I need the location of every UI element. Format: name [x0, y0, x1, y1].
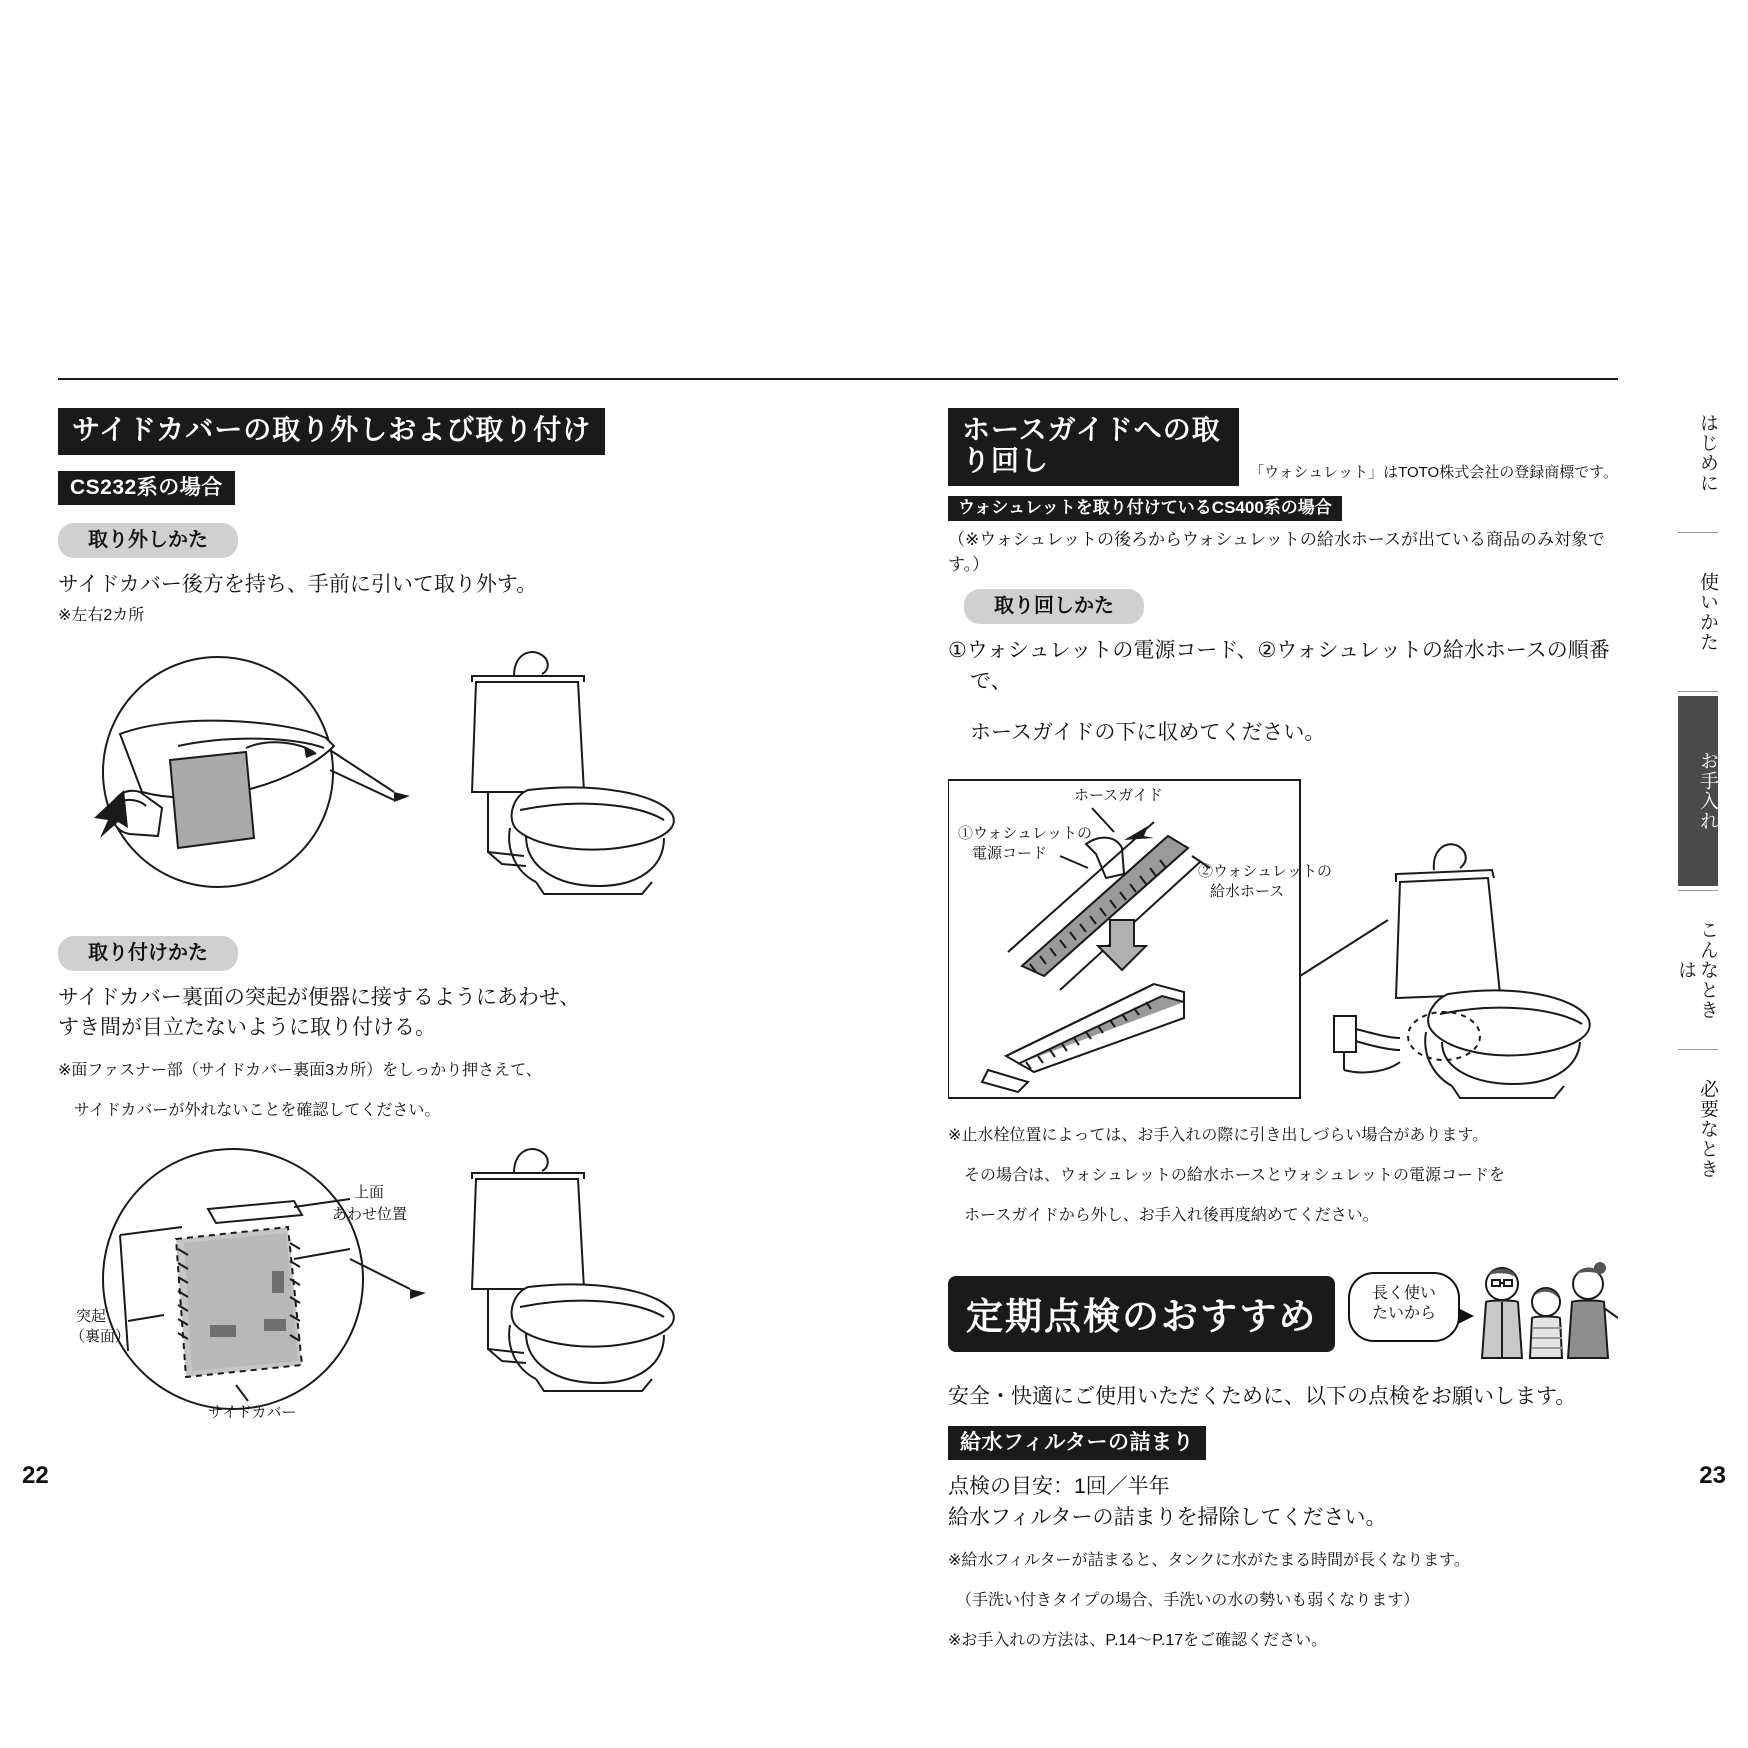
tab-divider	[1678, 532, 1718, 533]
page-number-right: 23	[1699, 1462, 1726, 1489]
filter-note-line2: （手洗い付きタイプの場合、手洗いの水の勢いも弱くなります）	[948, 1592, 1420, 1609]
removal-note: ※左右2カ所	[58, 607, 145, 625]
side-tab-label: 使いかた	[1697, 572, 1718, 652]
header-rule	[58, 378, 1618, 380]
tab-divider	[1678, 1049, 1718, 1050]
filter-body-line1: 点検の目安：1回／半年	[948, 1475, 1170, 1499]
caution-line2: その場合は、ウォシュレットの給水ホースとウォシュレットの電源コードを	[948, 1166, 1505, 1184]
left-section-title: サイドカバーの取り外しおよび取り付け	[58, 408, 605, 455]
label-power-cord-line1: ①ウォシュレットの	[958, 824, 1092, 842]
side-tab-strip[interactable]	[1675, 378, 1722, 1204]
left-model-label: CS232系の場合	[58, 471, 235, 505]
label-water-hose-line2: 給水ホース	[1210, 882, 1285, 900]
right-subtitle-bar: ウォシュレットを取り付けているCS400系の場合	[948, 496, 1342, 522]
figure-hose-guide-routing	[948, 770, 1618, 1110]
routing-pill: 取り回しかた	[964, 589, 1144, 624]
label-side-cover: サイドカバー	[208, 1404, 297, 1420]
trademark-note: 「ウォシュレット」はTOTO株式会社の登録商標です。	[1249, 463, 1618, 481]
install-text-line1: サイドカバー裏面の突起が便器に接するようにあわせ、	[58, 985, 581, 1009]
side-tab-label: はじめに	[1697, 413, 1718, 493]
figure-side-cover-removal	[58, 642, 818, 902]
caution-line1: ※止水栓位置によっては、お手入れの際に引き出しづらい場合があります。	[948, 1126, 1489, 1144]
label-back-side: （裏面）	[70, 1328, 131, 1346]
tab-divider	[1678, 890, 1718, 891]
side-tab-label: 必要なとき	[1697, 1079, 1718, 1179]
filter-note-line1: ※給水フィルターが詰まると、タンクに水がたまる時間が長くなります。	[948, 1552, 1470, 1569]
side-tab-oteire[interactable]	[1678, 696, 1718, 886]
side-tab-label: こんなときは	[1675, 920, 1718, 1020]
periodic-inspection-title: 定期点検のおすすめ	[948, 1276, 1335, 1352]
filter-section-bar: 給水フィルターの詰まり	[948, 1426, 1206, 1460]
page-number-left: 22	[22, 1462, 49, 1489]
label-water-hose-line1: ②ウォシュレットの	[1198, 862, 1332, 880]
removal-text: サイドカバー後方を持ち、手前に引いて取り外す。	[58, 572, 538, 596]
install-pill: 取り付けかた	[58, 936, 238, 971]
routing-instruction-line1: ①ウォシュレットの電源コード、②ウォシュレットの給水ホースの順番で、	[948, 639, 1610, 693]
speech-bubble	[1348, 1272, 1460, 1342]
filter-note-line3: ※お手入れの方法は、P.14〜P.17をご確認ください。	[948, 1632, 1328, 1649]
right-subtitle-note: （※ウォシュレットの後ろからウォシュレットの給水ホースが出ている商品のみ対象です。）	[948, 530, 1606, 575]
side-tab-label: お手入れ	[1697, 751, 1718, 831]
bubble-line1: 長く使い	[1371, 1284, 1436, 1302]
filter-body-line2: 給水フィルターの詰まりを掃除してください。	[948, 1505, 1387, 1529]
label-power-cord-line2: 電源コード	[972, 844, 1048, 862]
install-note-line2: サイドカバーが外れないことを確認してください。	[58, 1102, 441, 1120]
label-hose-guide: ホースガイド	[1074, 786, 1163, 804]
install-note-line1: ※面ファスナー部（サイドカバー裏面3カ所）をしっかり押さえて、	[58, 1062, 542, 1080]
label-top-surface: 上面	[354, 1184, 385, 1202]
label-projection: 突起	[76, 1308, 107, 1326]
figure-side-cover-install	[58, 1139, 818, 1419]
label-align-position: あわせ位置	[332, 1206, 408, 1224]
install-text-line2: すき間が目立たないように取り付ける。	[58, 1015, 436, 1039]
periodic-inspection-block	[948, 1268, 1618, 1364]
family-illustration	[1468, 1258, 1618, 1367]
inspection-lead: 安全・快適にご使用いただくために、以下の点検をお願いします。	[948, 1384, 1577, 1408]
left-page-content	[58, 408, 818, 1419]
bubble-line2: たいから	[1371, 1305, 1436, 1323]
side-tab-konnatokiha[interactable]	[1675, 895, 1718, 1045]
right-page-content	[948, 408, 1618, 1669]
right-section-title: ホースガイドへの取り回し	[948, 408, 1239, 486]
side-tab-hitsuyounatoki[interactable]	[1678, 1054, 1718, 1204]
removal-pill: 取り外しかた	[58, 523, 238, 558]
caution-line3: ホースガイドから外し、お手入れ後再度納めてください。	[948, 1206, 1379, 1224]
side-tab-tsukaikata[interactable]	[1678, 537, 1718, 687]
routing-instruction-line2: ホースガイドの下に収めてください。	[970, 721, 1326, 745]
tab-divider	[1678, 691, 1718, 692]
side-tab-hajimeni[interactable]	[1678, 378, 1718, 528]
